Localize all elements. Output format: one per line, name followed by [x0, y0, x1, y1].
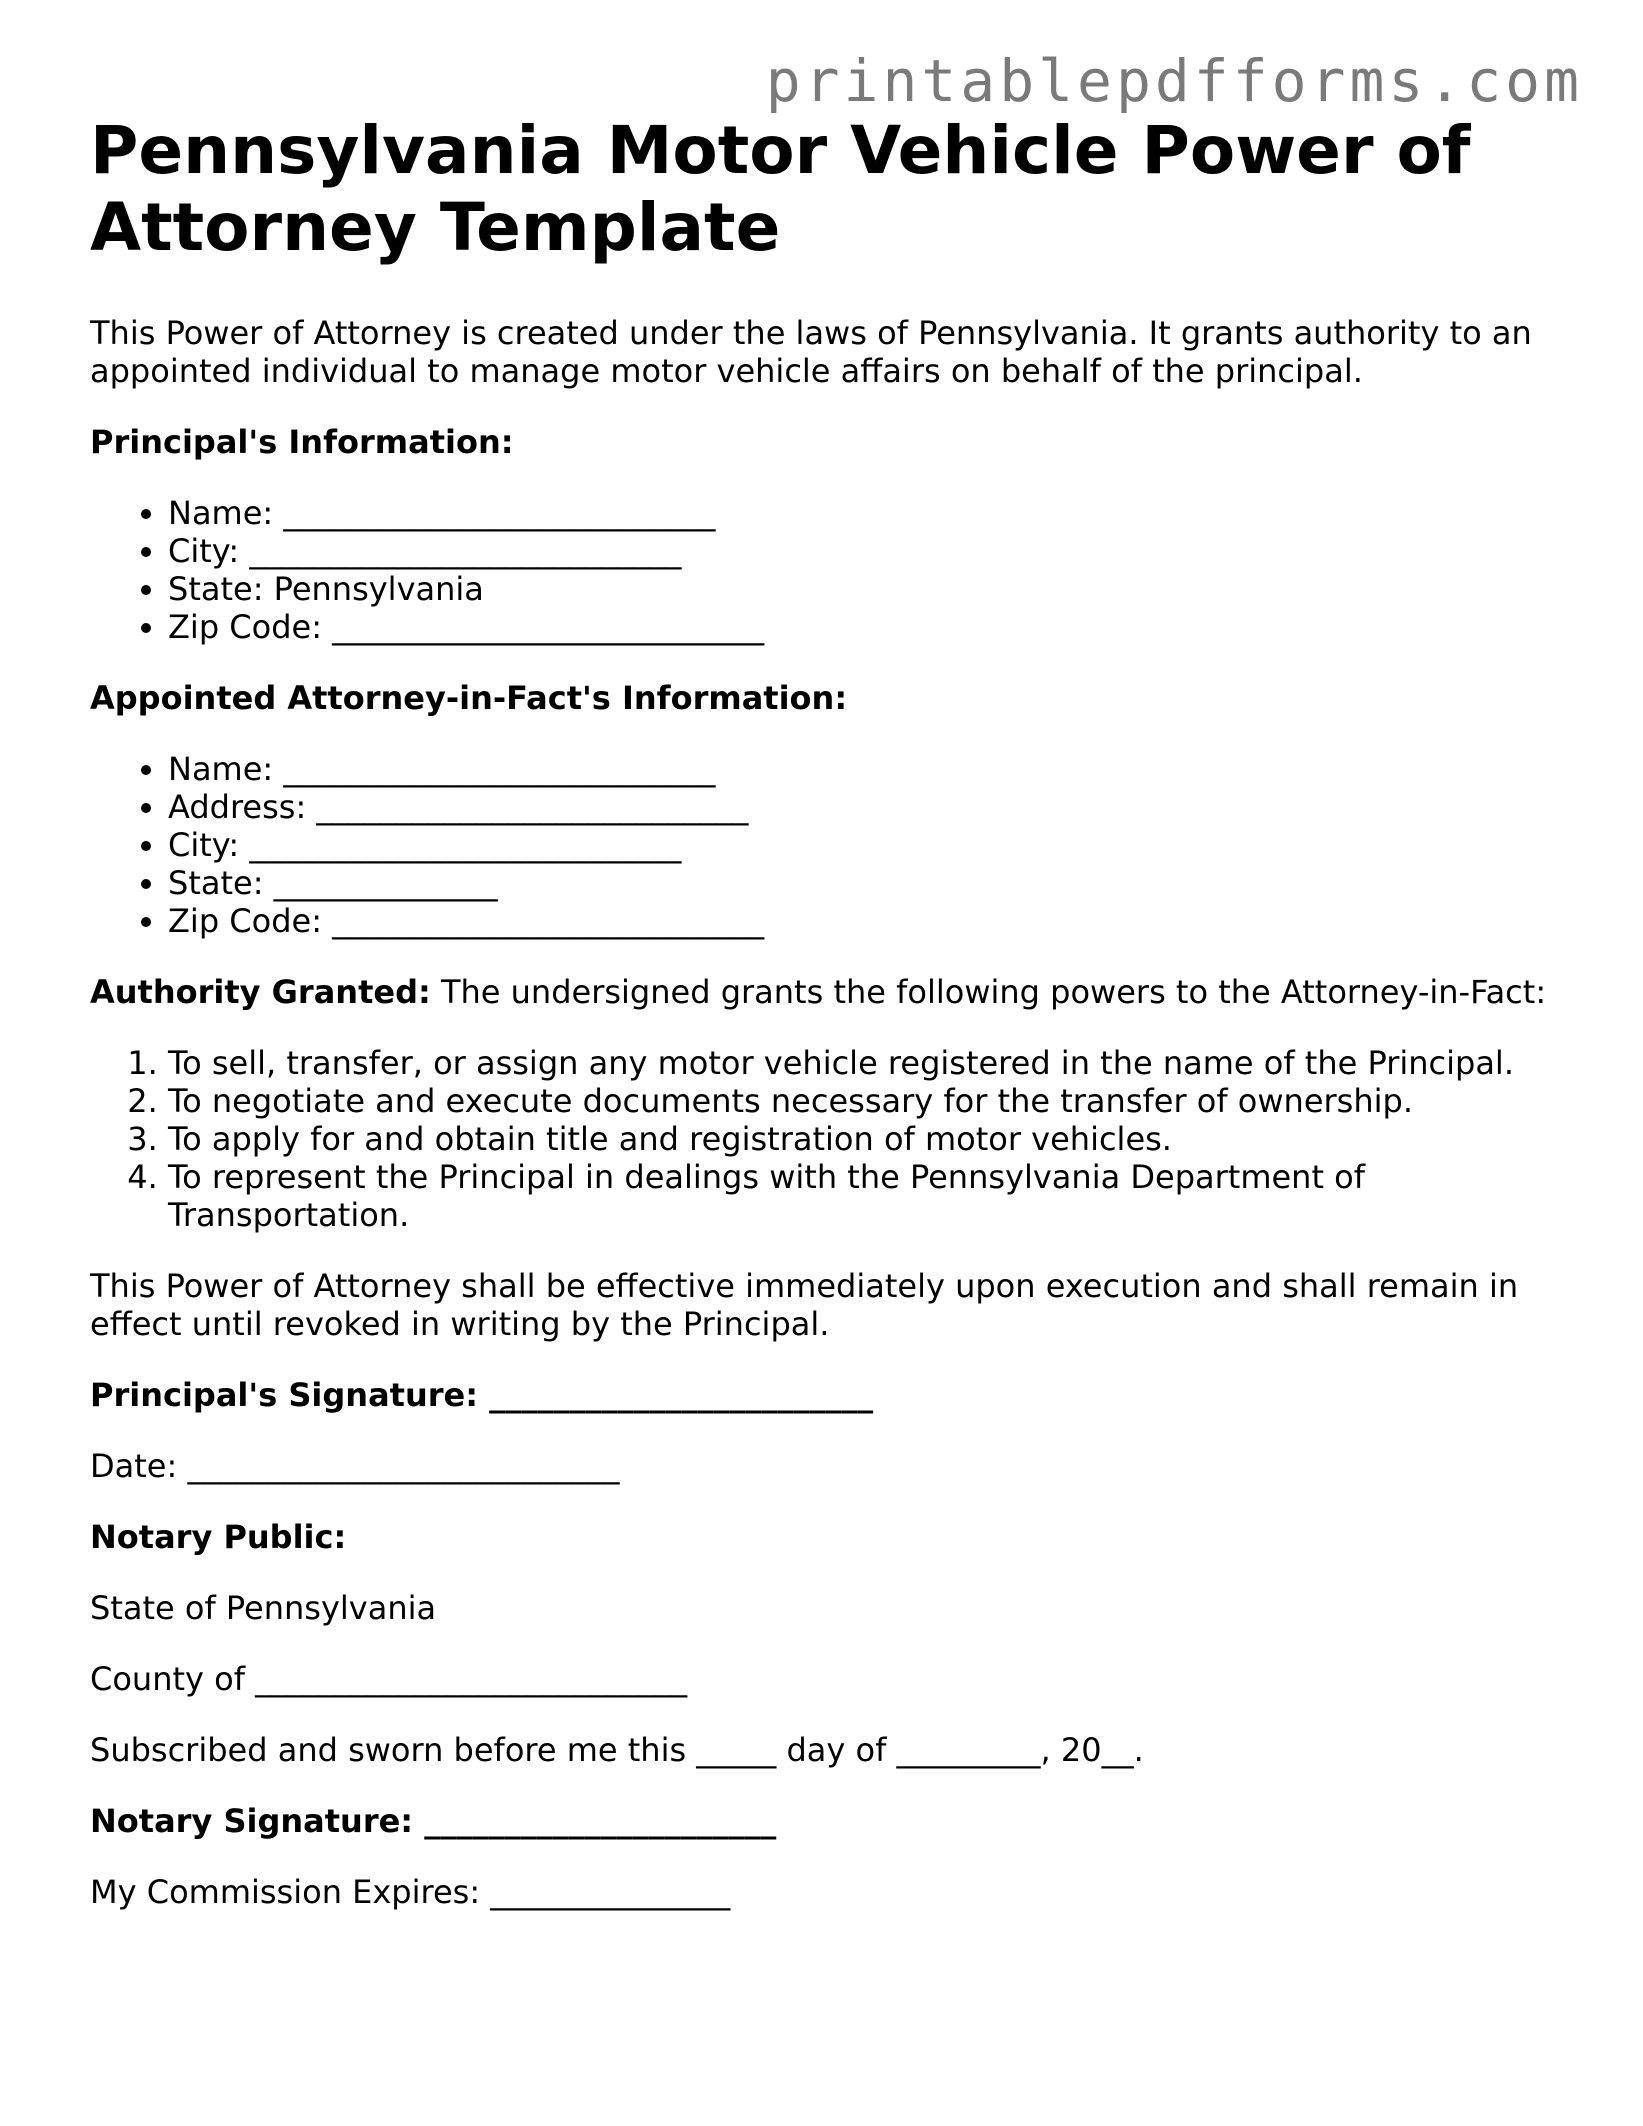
notary-county-line: County of ___________________________ [90, 1660, 688, 1698]
notary-heading: Notary Public: [90, 1518, 347, 1556]
document-page [90, 112, 1570, 1911]
list-item: 1. To sell, transfer, or assign any motor vehicle registered in the name of the Principal. [168, 1044, 1570, 1082]
watermark: printablepdfforms.com [765, 47, 1583, 115]
intro-paragraph: This Power of Attorney is created under the laws of Pennsylvania. It grants authority to an appointed individual to manage motor vehicle affairs on behalf of the principal. [90, 314, 1532, 390]
principal-heading: Principal's Information: [90, 423, 514, 461]
authority-label: Authority Granted: [90, 973, 431, 1011]
attorney-info-list [90, 750, 1570, 940]
authority-list [90, 1044, 1570, 1234]
list-item: • City: ___________________________ [168, 532, 1570, 570]
authority-paragraph [90, 973, 1570, 1011]
notary-sworn-line: Subscribed and sworn before me this _____ day of _________, 20__. [90, 1731, 1144, 1769]
list-item: • Zip Code: ___________________________ [168, 608, 1570, 646]
list-item: • City: ___________________________ [168, 826, 1570, 864]
list-item: • Name: ___________________________ [168, 494, 1570, 532]
list-item: 3. To apply for and obtain title and registration of motor vehicles. [168, 1120, 1570, 1158]
list-item: • Zip Code: ___________________________ [168, 902, 1570, 940]
list-item: • Address: ___________________________ [168, 788, 1570, 826]
list-item: • State: Pennsylvania [168, 570, 1570, 608]
effective-paragraph: This Power of Attorney shall be effective immediately upon execution and shall remain in effect until revoked in writing by the Principal. [90, 1267, 1519, 1343]
list-item: • State: ______________ [168, 864, 1570, 902]
notary-state: State of Pennsylvania [90, 1589, 437, 1627]
date-line: Date: ___________________________ [90, 1447, 620, 1485]
principal-info-list [90, 494, 1570, 646]
authority-text: The undersigned grants the following powers to the Attorney-in-Fact: [430, 973, 1547, 1011]
commission-expires-line: My Commission Expires: _______________ [90, 1873, 731, 1911]
list-item: • Name: ___________________________ [168, 750, 1570, 788]
attorney-heading: Appointed Attorney-in-Fact's Information: [90, 679, 848, 717]
list-item: 2. To negotiate and execute documents necessary for the transfer of ownership. [168, 1082, 1570, 1120]
principal-signature-line: Principal's Signature: ________________________ [90, 1376, 874, 1414]
list-item: 4. To represent the Principal in dealings with the Pennsylvania Department of Transportation. [168, 1158, 1570, 1234]
notary-signature-line: Notary Signature: ______________________ [90, 1802, 777, 1840]
page-title: Pennsylvania Motor Vehicle Power of Attorney Template [90, 112, 1471, 266]
